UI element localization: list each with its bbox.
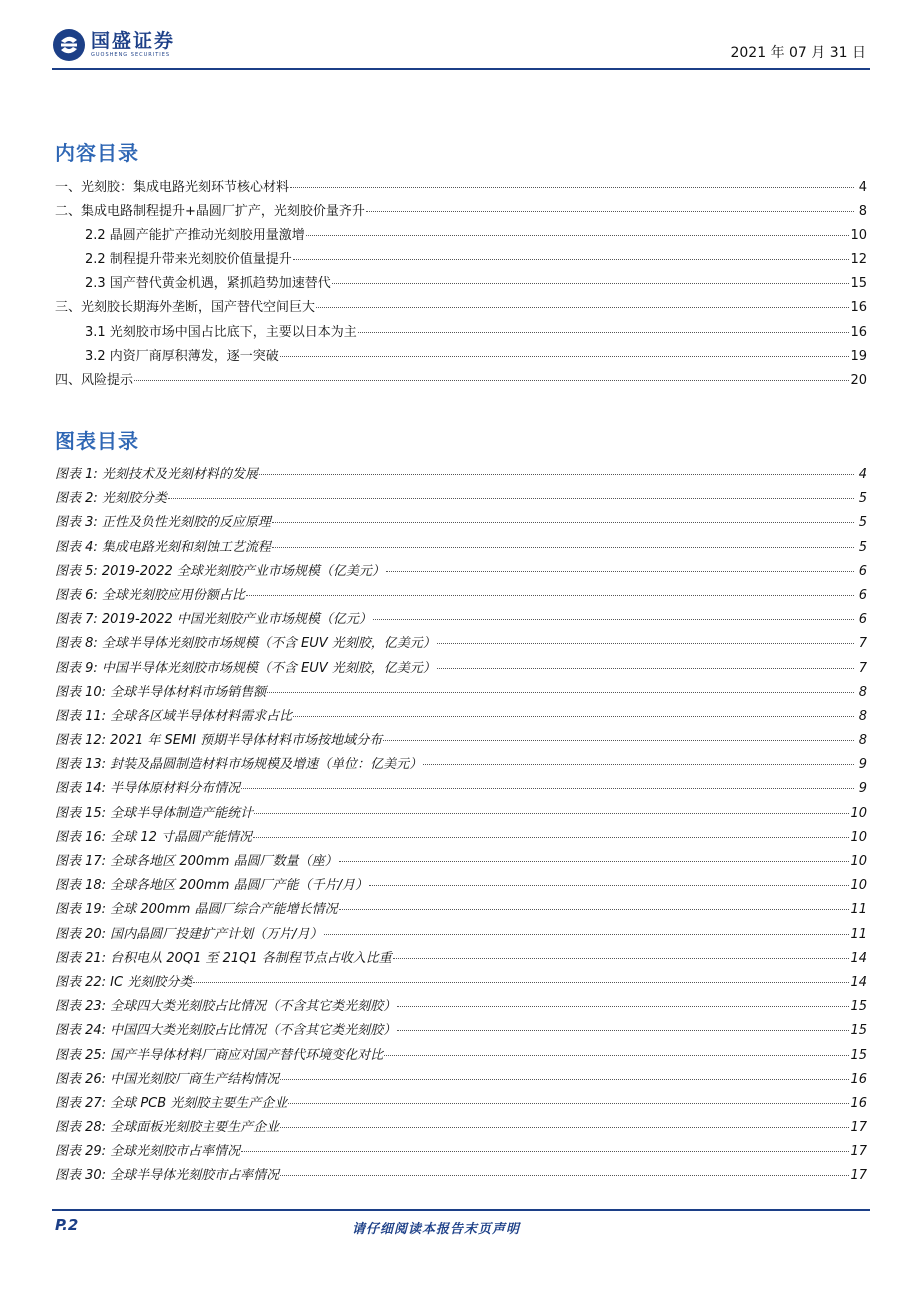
figure-entry-label: 图表 16: 全球 12 寸晶圆产能情况 — [55, 829, 252, 845]
figure-entry[interactable] — [55, 463, 867, 487]
figure-entry-page: 6 — [858, 587, 867, 603]
figure-entry[interactable] — [55, 487, 867, 511]
figure-entry-page: 7 — [858, 660, 867, 676]
figure-entry-page: 9 — [858, 781, 867, 797]
dot-leader — [267, 692, 854, 693]
dot-leader — [293, 716, 854, 717]
figure-entry-page: 5 — [858, 491, 867, 507]
dot-leader — [386, 571, 854, 572]
dot-leader — [397, 1006, 849, 1007]
figure-entry[interactable] — [55, 898, 867, 922]
figure-entry[interactable] — [55, 705, 867, 729]
toc-entry-label: 3.2 内资厂商厚积薄发，逐一突破 — [85, 348, 279, 364]
figure-entry[interactable] — [55, 1140, 867, 1164]
figure-entry-label: 图表 24: 中国四大类光刻胶占比情况（不含其它类光刻胶） — [55, 1023, 397, 1039]
figure-entry-label: 图表 21: 台积电从 20Q1 至 21Q1 各制程节点占收入比重 — [55, 950, 392, 966]
figure-entry-page: 15 — [850, 999, 867, 1015]
figure-entry[interactable] — [55, 971, 867, 995]
dot-leader — [324, 934, 850, 935]
dot-leader — [293, 259, 850, 260]
toc-entry-page: 4 — [858, 180, 867, 195]
figure-entry[interactable] — [55, 729, 867, 753]
logo-name-en: GUOSHENG SECURITIES — [91, 52, 171, 58]
dot-leader — [332, 283, 850, 284]
dot-leader — [437, 643, 854, 644]
toc-entry-label: 二、集成电路制程提升+晶圆厂扩产，光刻胶价量齐升 — [55, 204, 365, 220]
toc-entry-label: 一、光刻胶：集成电路光刻环节核心材料 — [55, 180, 290, 195]
figure-entry-page: 9 — [858, 757, 867, 773]
figure-entry-page: 8 — [858, 708, 867, 724]
figure-entry-label: 图表 6: 全球光刻胶应用份额占比 — [55, 587, 245, 603]
figure-entry-label: 图表 11: 全球各区域半导体材料需求占比 — [55, 708, 293, 724]
figure-entry-page: 15 — [850, 1023, 867, 1039]
toc-entry-label: 2.3 国产替代黄金机遇，紧抓趋势加速替代 — [85, 276, 331, 292]
dot-leader — [437, 668, 854, 669]
figure-entry[interactable] — [55, 657, 867, 681]
figure-entry-label: 图表 13: 封装及晶圆制造材料市场规模及增速（单位：亿美元） — [55, 757, 423, 773]
figure-entry-label: 图表 25: 国产半导体材料厂商应对国产替代环境变化对比 — [55, 1047, 384, 1063]
figure-entry[interactable] — [55, 850, 867, 874]
toc-entry[interactable] — [55, 200, 867, 224]
header-divider — [52, 68, 870, 70]
dot-leader — [397, 1030, 849, 1031]
toc-list — [55, 176, 867, 393]
figure-entry-label: 图表 1: 光刻技术及光刻材料的发展 — [55, 467, 258, 482]
dot-leader — [384, 1055, 849, 1056]
figure-entry[interactable] — [55, 947, 867, 971]
toc-entry-label: 3.1 光刻胶市场中国占比底下，主要以日本为主 — [85, 324, 357, 340]
figure-entry-label: 图表 7: 2019-2022 中国光刻胶产业市场规模（亿元） — [55, 612, 372, 628]
dot-leader — [393, 958, 850, 959]
figure-entry[interactable] — [55, 1044, 867, 1068]
toc-entry-label: 2.2 制程提升带来光刻胶价值量提升 — [85, 252, 292, 268]
dot-leader — [290, 187, 854, 188]
figure-entry[interactable] — [55, 1164, 867, 1188]
figure-entry-page: 7 — [858, 636, 867, 652]
figure-entry[interactable] — [55, 511, 867, 535]
dot-leader — [168, 498, 854, 499]
dot-leader — [306, 235, 850, 236]
figure-entry-page: 10 — [850, 829, 867, 845]
figure-entry-label: 图表 8: 全球半导体光刻胶市场规模（不含 EUV 光刻胶，亿美元） — [55, 636, 436, 652]
figure-entry-page: 10 — [850, 878, 867, 894]
toc-entry-label: 三、光刻胶长期海外垄断，国产替代空间巨大 — [55, 300, 316, 316]
toc-entry[interactable] — [55, 272, 867, 296]
dot-leader — [259, 474, 854, 475]
figure-entry-page: 6 — [858, 612, 867, 628]
figures-title: 图表目录 — [55, 429, 139, 453]
toc-entry[interactable] — [55, 369, 867, 393]
figure-entry-page: 4 — [858, 467, 867, 482]
dot-leader — [241, 788, 854, 789]
figure-entry-page: 14 — [850, 950, 867, 966]
toc-entry-page: 20 — [850, 372, 867, 388]
figure-entry-label: 图表 3: 正性及负性光刻胶的反应原理 — [55, 515, 271, 531]
page-header — [52, 28, 870, 68]
figure-entry-label: 图表 27: 全球 PCB 光刻胶主要生产企业 — [55, 1095, 288, 1111]
toc-title: 内容目录 — [55, 141, 139, 165]
figures-list — [55, 463, 867, 1189]
toc-entry-page: 8 — [858, 204, 867, 220]
figure-entry-label: 图表 14: 半导体原材料分布情况 — [55, 781, 241, 797]
figure-entry-label: 图表 2: 光刻胶分类 — [55, 491, 167, 507]
figure-entry-label: 图表 20: 国内晶圆厂投建扩产计划（万片/月） — [55, 926, 323, 942]
figure-entry[interactable] — [55, 1092, 867, 1116]
figure-entry-label: 图表 26: 中国光刻胶厂商生产结构情况 — [55, 1071, 280, 1087]
figure-entry-page: 8 — [858, 733, 867, 749]
figure-entry-label: 图表 10: 全球半导体材料市场销售额 — [55, 684, 267, 700]
toc-entry[interactable] — [55, 345, 867, 369]
toc-entry-label: 2.2 晶圆产能扩产推动光刻胶用量激增 — [85, 228, 305, 244]
figure-entry-label: 图表 19: 全球 200mm 晶圆厂综合产能增长情况 — [55, 902, 338, 918]
toc-entry[interactable] — [55, 176, 867, 200]
figure-entry-label: 图表 18: 全球各地区 200mm 晶圆厂产能（千片/月） — [55, 878, 368, 894]
figure-entry-label: 图表 9: 中国半导体光刻胶市场规模（不含 EUV 光刻胶，亿美元） — [55, 660, 436, 676]
page-number: P.2 — [55, 1216, 79, 1234]
figure-entry[interactable] — [55, 1068, 867, 1092]
dot-leader — [288, 1103, 849, 1104]
figure-entry[interactable] — [55, 536, 867, 560]
dot-leader — [272, 522, 854, 523]
toc-entry[interactable] — [55, 296, 867, 320]
dot-leader — [358, 332, 850, 333]
figure-entry-label: 图表 22: IC 光刻胶分类 — [55, 974, 193, 990]
figure-entry[interactable] — [55, 802, 867, 826]
company-logo — [52, 28, 175, 62]
dot-leader — [373, 619, 854, 620]
report-date: 2021 年 07 月 31 日 — [730, 45, 866, 61]
dot-leader — [272, 547, 854, 548]
dot-leader — [280, 356, 850, 357]
figure-entry[interactable] — [55, 923, 867, 947]
dot-leader — [280, 1079, 849, 1080]
figure-entry[interactable] — [55, 560, 867, 584]
figure-entry-page: 16 — [850, 1071, 867, 1087]
toc-entry-page: 19 — [850, 348, 867, 364]
dot-leader — [423, 764, 854, 765]
figure-entry-page: 11 — [850, 902, 867, 918]
dot-leader — [280, 1127, 849, 1128]
figure-entry[interactable] — [55, 1116, 867, 1140]
figure-entry-page: 5 — [858, 515, 867, 531]
dot-leader — [241, 1151, 849, 1152]
figure-entry-page: 17 — [850, 1144, 867, 1160]
figure-entry-page: 15 — [850, 1047, 867, 1063]
figure-entry-page: 10 — [850, 854, 867, 869]
figure-entry-label: 图表 17: 全球各地区 200mm 晶圆厂数量（座） — [55, 854, 338, 869]
figure-entry[interactable] — [55, 753, 867, 777]
dot-leader — [193, 982, 849, 983]
figure-entry-label: 图表 28: 全球面板光刻胶主要生产企业 — [55, 1120, 280, 1136]
figure-entry[interactable] — [55, 632, 867, 656]
figure-entry-label: 图表 30: 全球半导体光刻胶市占率情况 — [55, 1168, 280, 1184]
dot-leader — [316, 307, 849, 308]
figure-entry-label: 图表 4: 集成电路光刻和刻蚀工艺流程 — [55, 539, 271, 555]
figure-entry-page: 11 — [850, 926, 867, 942]
figure-entry-label: 图表 15: 全球半导体制造产能统计 — [55, 805, 254, 821]
figure-entry-page: 17 — [850, 1120, 867, 1136]
logo-name-cn: 国盛证券 — [91, 30, 176, 52]
dot-leader — [383, 740, 854, 741]
footer-divider — [52, 1209, 870, 1211]
dot-leader — [366, 211, 854, 212]
figure-entry-page: 14 — [850, 974, 867, 990]
toc-entry[interactable] — [55, 248, 867, 272]
figure-entry-label: 图表 12: 2021 年 SEMI 预期半导体材料市场按地域分布 — [55, 733, 383, 749]
figure-entry-page: 5 — [858, 539, 867, 555]
figure-entry-page: 6 — [858, 563, 867, 579]
toc-entry[interactable] — [55, 321, 867, 345]
figure-entry-label: 图表 23: 全球四大类光刻胶占比情况（不含其它类光刻胶） — [55, 999, 397, 1015]
dot-leader — [339, 861, 850, 862]
dot-leader — [254, 813, 849, 814]
figure-entry[interactable] — [55, 584, 867, 608]
figure-entry-page: 8 — [858, 684, 867, 700]
toc-entry-page: 16 — [850, 324, 867, 340]
dot-leader — [339, 909, 850, 910]
figure-entry-page: 16 — [850, 1095, 867, 1111]
dot-leader — [134, 380, 849, 381]
dot-leader — [280, 1175, 849, 1176]
dot-leader — [369, 885, 849, 886]
dot-leader — [253, 837, 849, 838]
figure-entry[interactable] — [55, 1019, 867, 1043]
toc-entry-label: 四、风险提示 — [55, 372, 134, 388]
toc-entry-page: 16 — [850, 300, 867, 316]
figure-entry-page: 17 — [850, 1168, 867, 1184]
figure-entry[interactable] — [55, 608, 867, 632]
toc-entry[interactable] — [55, 224, 867, 248]
figure-entry-label: 图表 5: 2019-2022 全球光刻胶产业市场规模（亿美元） — [55, 563, 385, 579]
figure-entry[interactable] — [55, 681, 867, 705]
figure-entry[interactable] — [55, 995, 867, 1019]
figure-entry[interactable] — [55, 826, 867, 850]
dot-leader — [246, 595, 854, 596]
figure-entry-label: 图表 29: 全球光刻胶市占率情况 — [55, 1144, 241, 1160]
figure-entry-page: 10 — [850, 805, 867, 821]
disclaimer-note: 请仔细阅读本报告末页声明 — [352, 1222, 521, 1237]
toc-entry-page: 12 — [850, 252, 867, 268]
figure-entry[interactable] — [55, 777, 867, 801]
toc-entry-page: 10 — [850, 228, 867, 244]
logo-icon — [52, 28, 86, 62]
toc-entry-page: 15 — [850, 276, 867, 292]
figure-entry[interactable] — [55, 874, 867, 898]
